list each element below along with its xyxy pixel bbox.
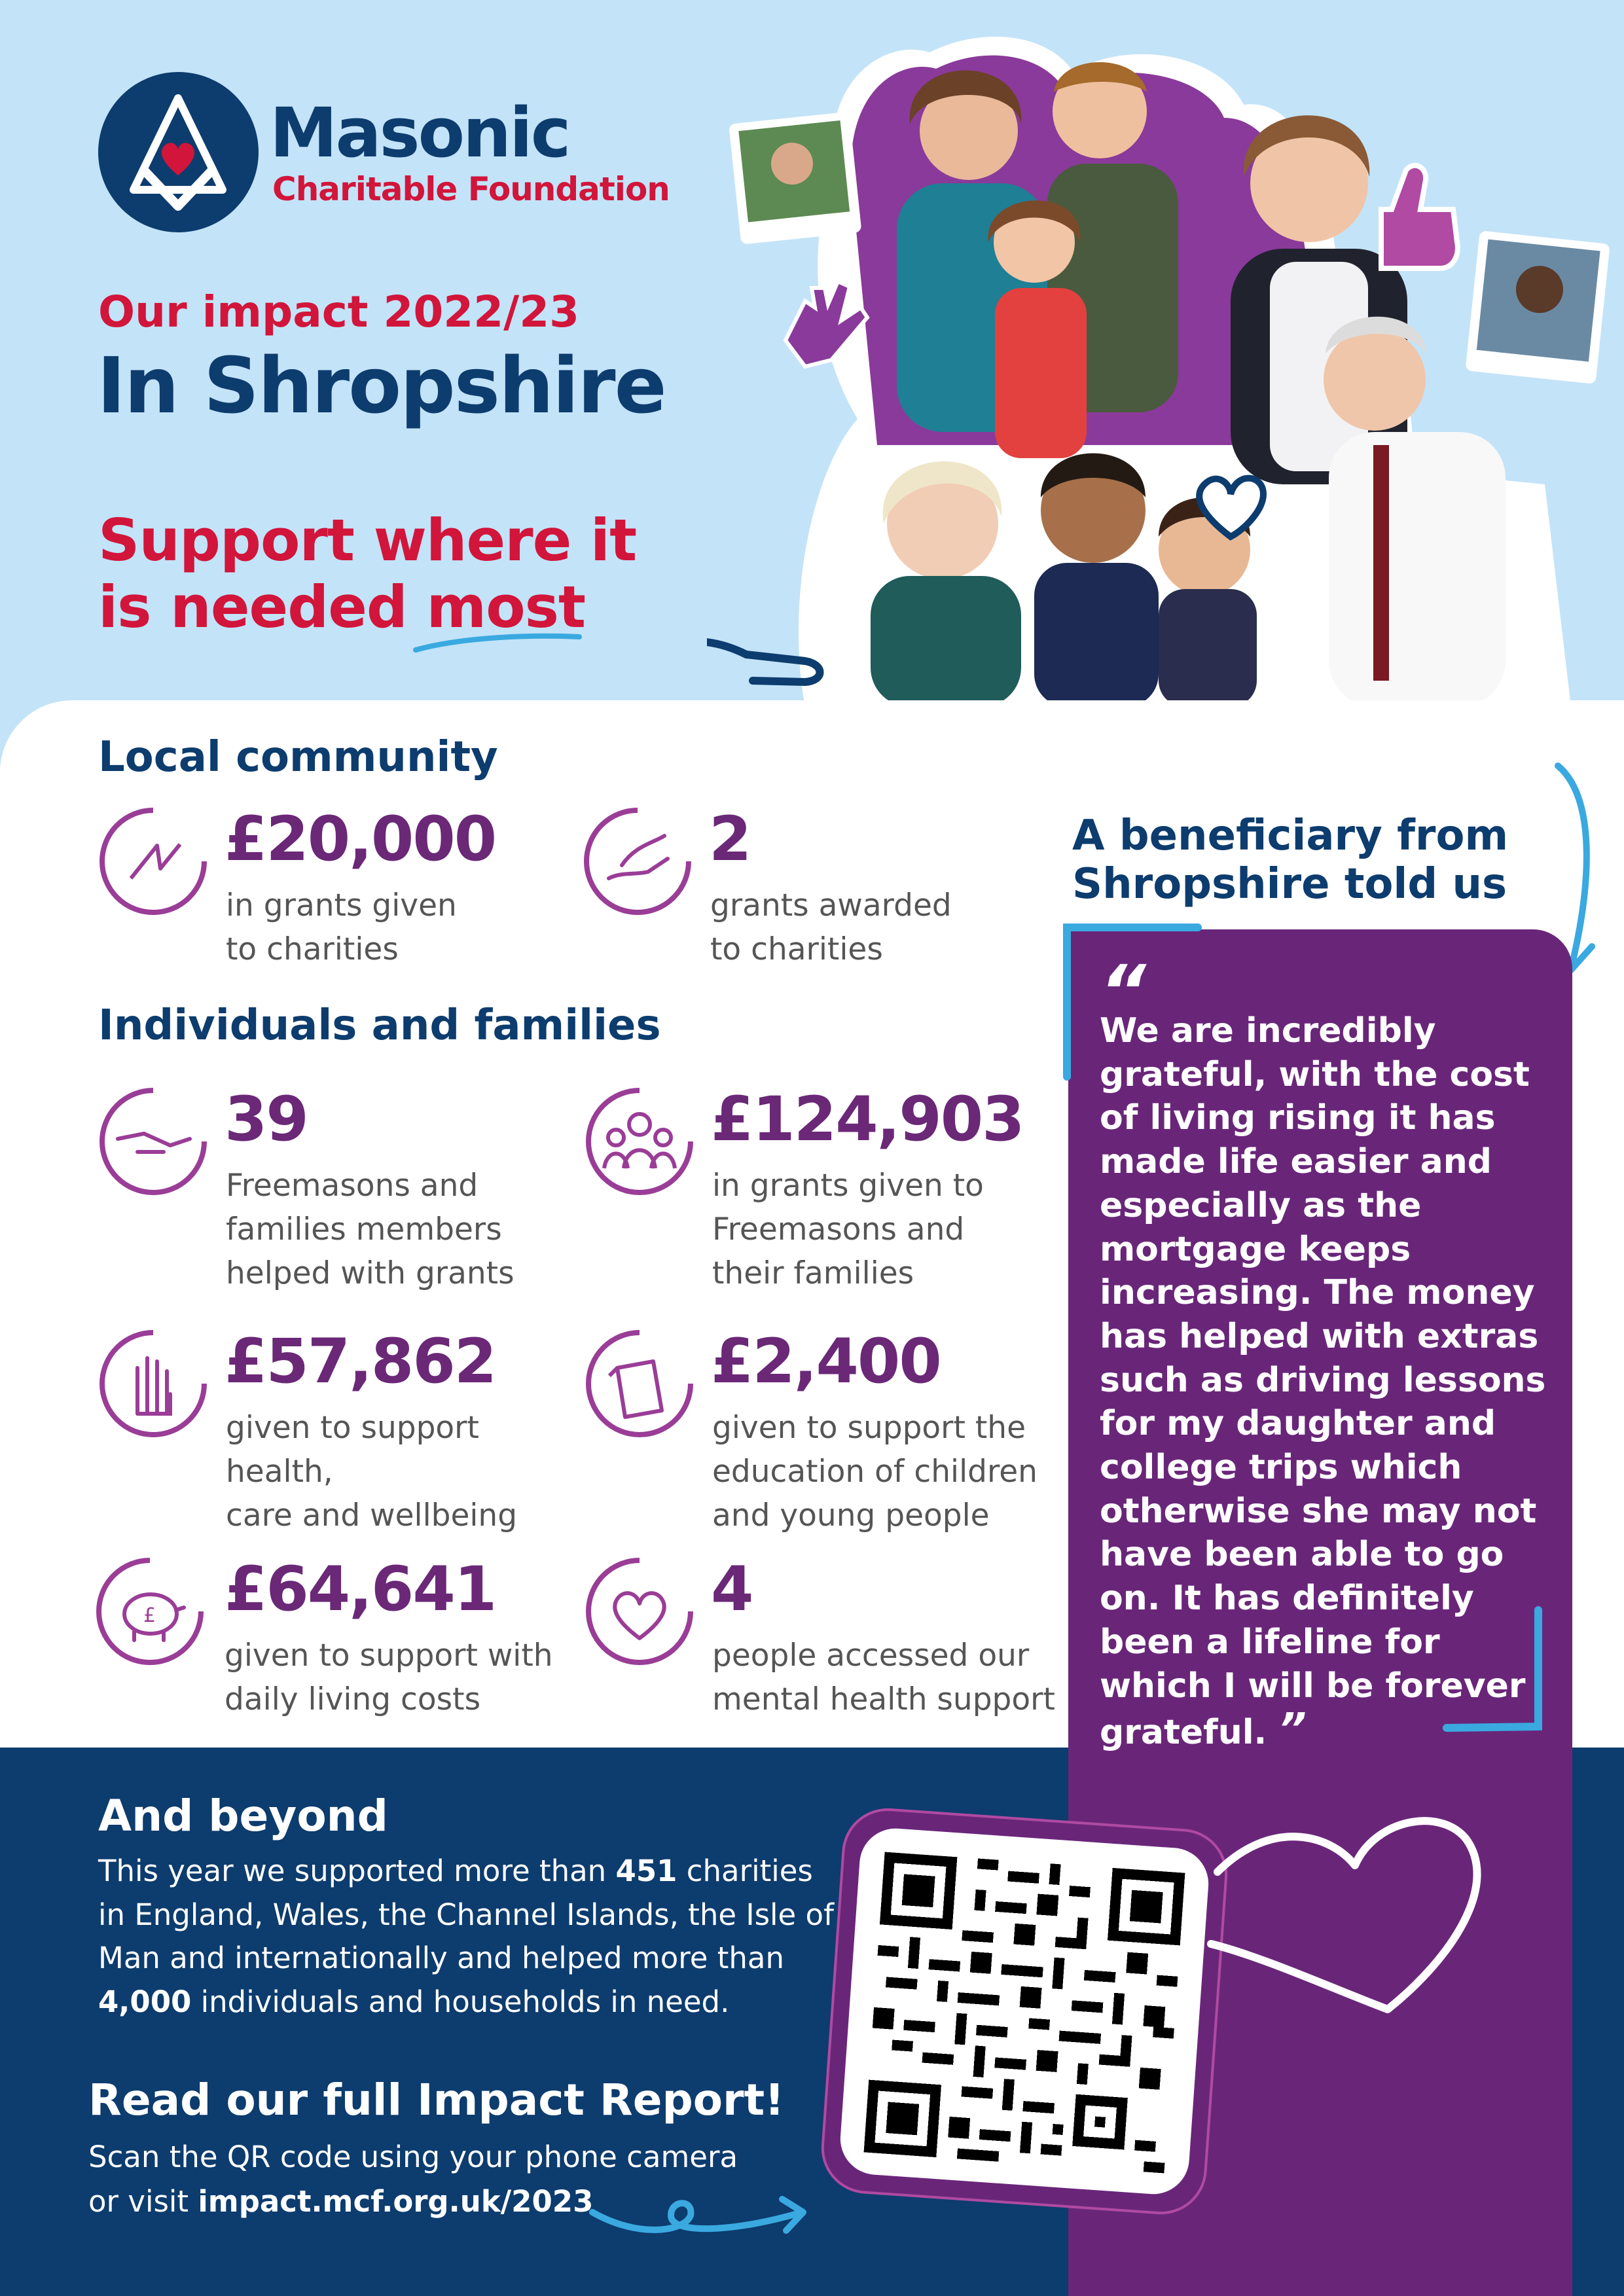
piggy-bank-icon: [95, 1556, 205, 1666]
stat-education-support: [585, 1326, 1056, 1538]
quote-title: A beneficiary from Shropshire told us: [1072, 812, 1509, 908]
heart-outline-icon: [1191, 1793, 1492, 2029]
stat-daily-living: [95, 1556, 566, 1727]
stat-value: £64,641: [225, 1554, 496, 1625]
stat-description: people accessed our mental health support: [712, 1638, 1055, 1717]
heart-icon: [585, 1556, 695, 1666]
stat-freemasons-helped: [98, 1086, 569, 1296]
report-url-link[interactable]: impact.mcf.org.uk/2023: [198, 2184, 594, 2219]
report-heading: Read our full Impact Report!: [88, 2075, 785, 2125]
tagline-line-1: Support where it: [98, 507, 637, 574]
family-photo-collage: [707, 13, 1610, 726]
and-beyond-heading: And beyond: [98, 1791, 388, 1841]
report-text: Scan the QR code using your phone camera or visit impact.mcf.org.uk/2023: [88, 2140, 738, 2219]
raised-hand-icon: [98, 1329, 208, 1439]
tagline: [98, 507, 687, 641]
stat-value: 4: [711, 1554, 753, 1625]
qr-code-icon[interactable]: [864, 1852, 1185, 2174]
stat-grants-to-families: [585, 1086, 1056, 1296]
stat-health-support: [98, 1326, 569, 1534]
stat-value: £20,000: [225, 804, 496, 875]
handshake-icon: [98, 1086, 208, 1196]
stat-description: grants awarded to charities: [710, 888, 952, 967]
stat-value: 39: [225, 1084, 308, 1155]
stat-value: £2,400: [711, 1326, 941, 1397]
logo: [98, 72, 670, 236]
lightning-icon: [98, 806, 208, 916]
local-community-heading: Local community: [98, 733, 498, 781]
svg-text:£: £: [143, 1604, 156, 1627]
quote-close-mark: ”: [1278, 1704, 1307, 1755]
and-beyond-text: This year we supported more than 451 charities in England, Wales, the Channel Islands, the Isle of Man and internationally and helped more than 4,000 individuals and households in need.: [98, 1854, 834, 2019]
tagline-line-2: is needed most: [98, 573, 586, 641]
book-icon: [585, 1329, 695, 1439]
stat-description: given to support health, care and wellbeing: [226, 1410, 518, 1534]
stat-description: in grants given to Freemasons and their families: [712, 1168, 984, 1291]
masonic-emblem-icon: [98, 72, 259, 232]
impact-year: Our impact 2022/23: [98, 287, 580, 337]
stat-local-grants-value: [98, 806, 569, 977]
swirl-arrow-icon: [586, 2179, 815, 2251]
stat-local-grants-count: [583, 806, 1054, 977]
stat-description: in grants given to charities: [226, 888, 457, 967]
individuals-heading: Individuals and families: [98, 1001, 661, 1050]
giving-hand-icon: [583, 806, 693, 916]
stat-description: given to support the education of children and young people: [712, 1410, 1038, 1534]
stat-description: Freemasons and families members helped with grants: [226, 1168, 514, 1291]
stat-description: given to support with daily living costs: [225, 1638, 553, 1717]
underline-swoosh-icon: [412, 625, 583, 658]
stat-value: 2: [709, 804, 751, 875]
logo-name: Masonic: [270, 93, 569, 173]
page-title: In Shropshire: [97, 340, 666, 431]
quote-text: We are incredibly grateful, with the cost of living rising it has made life easier and especially as the mortgage keeps increasing. The money has helped with extras such as driving lessons for my daughter and college trips which otherwise she may not have been able to go on. It has definitely been a lifeline for which I will be forever grateful. ”: [1100, 1011, 1546, 1755]
logo-subtitle: Charitable Foundation: [272, 170, 670, 208]
stat-value: £124,903: [711, 1084, 1024, 1155]
stat-value: £57,862: [225, 1326, 496, 1397]
quote-open-mark: “: [1100, 950, 1146, 1033]
family-icon: [585, 1086, 695, 1196]
stat-mental-health: [585, 1556, 1056, 1727]
